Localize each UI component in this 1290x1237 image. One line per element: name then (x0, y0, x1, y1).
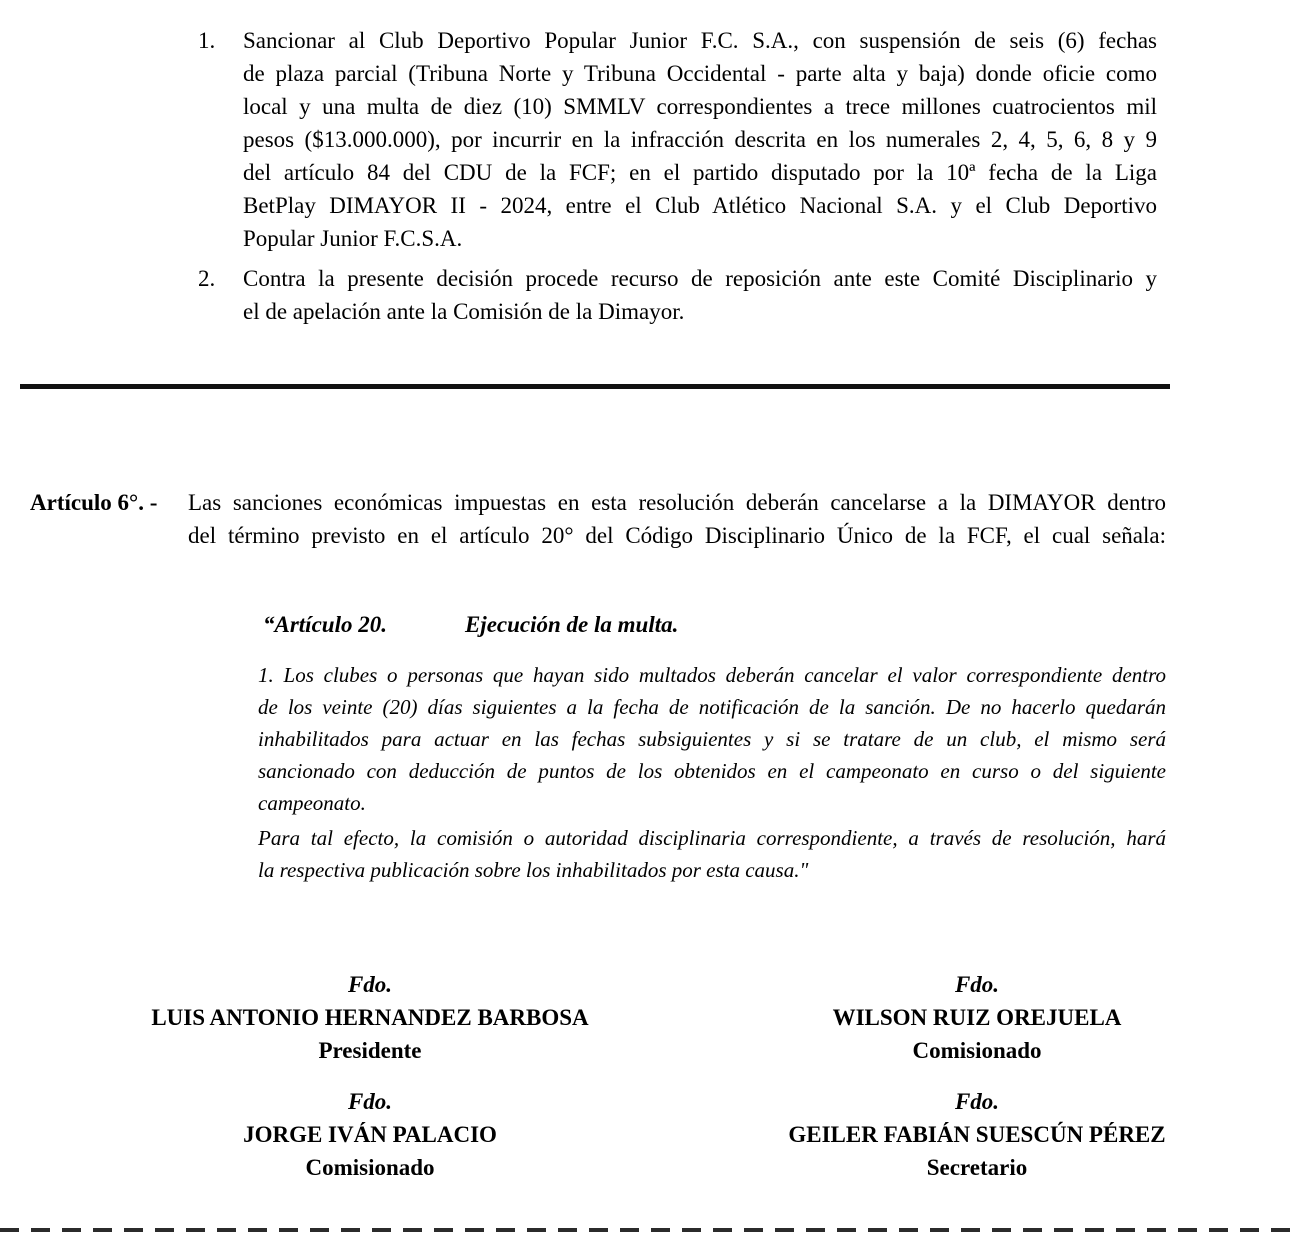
list-item-1 (198, 24, 1157, 255)
article6-label: Artículo 6°. - (30, 490, 158, 515)
signature-title: Secretario (926, 1155, 1028, 1180)
signature-fdo-label: Fdo. (347, 1089, 393, 1114)
article6-text (188, 486, 1166, 552)
text-line: el de apelación ante la Comisión de la Dimayor. (243, 299, 685, 324)
signature-name: JORGE IVÁN PALACIO (243, 1122, 497, 1147)
signature-block-comisionado-1 (697, 968, 1257, 1067)
text-line: Para tal efecto, la comisión o autoridad disciplinaria correspondiente, a través de resolución, hará (258, 826, 1166, 850)
text-line: de plaza parcial (Tribuna Norte y Tribuna Occidental - parte alta y baja) donde oficie como (243, 61, 1157, 86)
text-line: sancionado con deducción de puntos de los obtenidos en el campeonato en curso o del siguiente (258, 759, 1166, 783)
list-item-2 (198, 262, 1157, 328)
quote-article-title: Ejecución de la multa. (464, 612, 679, 637)
signature-block-comisionado-2 (80, 1085, 660, 1184)
quote-heading (263, 608, 678, 641)
signature-block-secretario (697, 1085, 1257, 1184)
signature-title: Presidente (318, 1038, 422, 1063)
text-line: Popular Junior F.C.S.A. (243, 226, 463, 251)
text-line: del artículo 84 del CDU de la FCF; en el partido disputado por la 10ª fecha de la Liga (243, 160, 1157, 185)
text-line: Sancionar al Club Deportivo Popular Junior F.C. S.A., con suspensión de seis (6) fechas (243, 28, 1157, 53)
list-item-1-number: 1. (198, 28, 216, 53)
signature-title: Comisionado (912, 1038, 1042, 1063)
text-line: local y una multa de diez (10) SMMLV correspondientes a trece millones cuatrocientos mil (243, 94, 1157, 119)
list-item-2-text (243, 262, 1157, 328)
text-line: pesos ($13.000.000), por incurrir en la infracción descrita en los numerales 2, 4, 5, 6, 8 y 9 (243, 127, 1157, 152)
page-tear-line (0, 1228, 1290, 1232)
signature-name: LUIS ANTONIO HERNANDEZ BARBOSA (151, 1005, 589, 1030)
quote-article-number: “Artículo 20. (263, 612, 387, 637)
text-line: BetPlay DIMAYOR II - 2024, entre el Club Atlético Nacional S.A. y el Club Deportivo (243, 193, 1157, 218)
quote-paragraph-1 (258, 659, 1166, 819)
signature-fdo-label: Fdo. (347, 972, 393, 997)
signature-name: WILSON RUIZ OREJUELA (832, 1005, 1122, 1030)
text-line: del término previsto en el artículo 20° del Código Disciplinario Único de la FCF, el cual señala: (188, 523, 1166, 548)
signature-name: GEILER FABIÁN SUESCÚN PÉREZ (788, 1122, 1166, 1147)
section-divider-rule (20, 384, 1170, 389)
list-item-2-number: 2. (198, 266, 216, 291)
text-line: 1. Los clubes o personas que hayan sido multados deberán cancelar el valor correspondiente dentro (258, 663, 1166, 687)
signature-fdo-label: Fdo. (954, 1089, 1000, 1114)
quote-paragraph-2 (258, 822, 1166, 886)
text-line: de los veinte (20) días siguientes a la fecha de notificación de la sanción. De no hacerlo quedarán (258, 695, 1166, 719)
list-item-1-text (243, 24, 1157, 255)
text-line: inhabilitados para actuar en las fechas subsiguientes y si se tratare de un club, el mismo será (258, 727, 1166, 751)
text-line: Contra la presente decisión procede recurso de reposición ante este Comité Disciplinario y (243, 266, 1157, 291)
signature-block-presidente (80, 968, 660, 1067)
signature-title: Comisionado (305, 1155, 435, 1180)
text-line: campeonato. (258, 791, 366, 815)
text-line: la respectiva publicación sobre los inhabilitados por esta causa." (258, 858, 809, 882)
text-line: Las sanciones económicas impuestas en esta resolución deberán cancelarse a la DIMAYOR dentro (188, 490, 1166, 515)
signature-fdo-label: Fdo. (954, 972, 1000, 997)
